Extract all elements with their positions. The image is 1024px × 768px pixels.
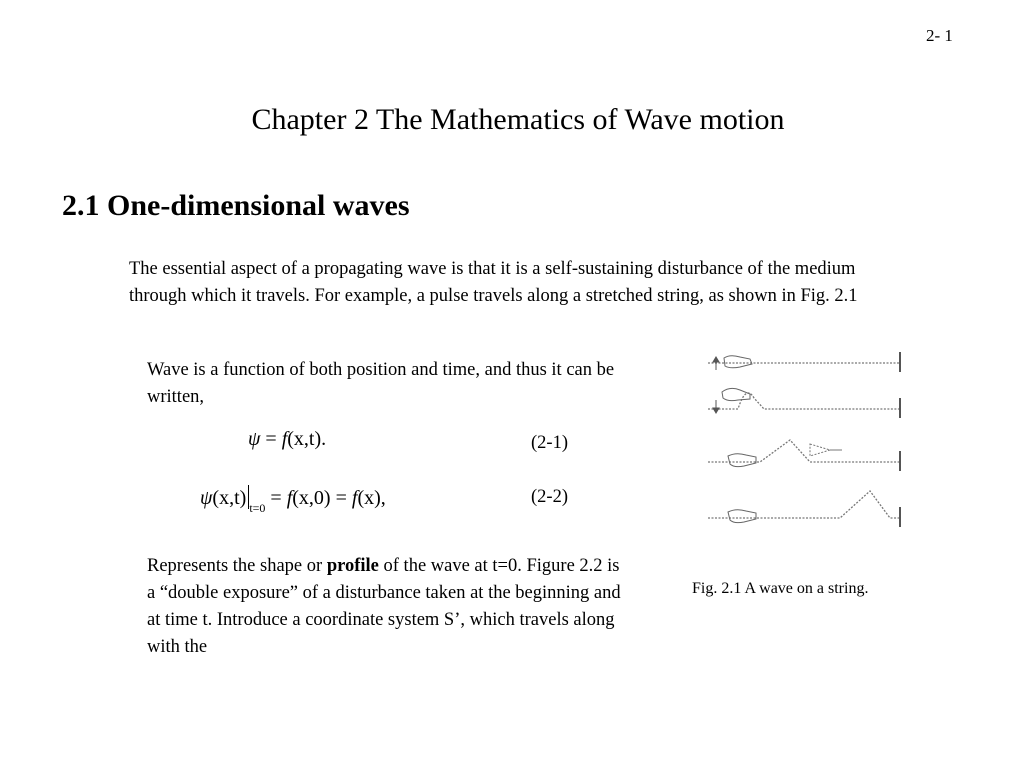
profile-paragraph	[147, 553, 622, 661]
string-frame-2	[708, 393, 900, 409]
equals-sign: =	[265, 428, 277, 450]
string-frame-3	[708, 440, 900, 462]
equation-number-2-1: (2-1)	[531, 433, 568, 453]
function-f: f	[351, 487, 358, 509]
psi-symbol: ψ	[200, 487, 213, 509]
equals-sign: =	[335, 487, 347, 509]
equation-2-2	[200, 485, 386, 516]
up-arrow-icon	[713, 357, 719, 362]
lead-paragraph: Wave is a function of both position and time, and thus it can be written,	[147, 360, 615, 407]
evaluation-subscript: t=0	[249, 501, 266, 515]
section-heading: 2.1 One-dimensional waves	[62, 189, 410, 222]
intro-paragraph: The essential aspect of a propagating wave is that it is a self-sustaining disturbance of the medium through which it travels. For example, a pulse travels along a stretched string, as shown in Fig. 2.1	[129, 259, 858, 306]
function-args: (x,t).	[287, 428, 327, 450]
hand-frame-4	[728, 510, 756, 523]
down-arrow-icon	[713, 408, 719, 413]
equals-sign: =	[270, 487, 282, 509]
function-f: f	[281, 428, 288, 450]
wave-on-string-figure	[700, 342, 912, 534]
chapter-title: Chapter 2 The Mathematics of Wave motion	[251, 103, 785, 136]
string-frame-4	[708, 491, 900, 518]
propagation-arrow-icon	[810, 444, 830, 456]
profile-term: profile	[326, 556, 379, 576]
rhs-args: (x),	[357, 487, 386, 509]
figure-caption: Fig. 2.1 A wave on a string.	[692, 580, 869, 597]
page-number: 2- 1	[926, 26, 953, 45]
hand-frame-1	[724, 356, 752, 368]
equation-2-1	[248, 428, 326, 451]
profile-text-after: of the wave at t=0. Figure 2.2 is a “double exposure” of a disturbance taken at the beginning and at time t. Introduce a coordinate system S’, which travels along with the	[147, 556, 621, 657]
hand-frame-3	[728, 454, 756, 467]
equation-number-2-2: (2-2)	[531, 487, 568, 507]
lhs-args: (x,t)	[212, 487, 247, 509]
function-f: f	[286, 487, 293, 509]
psi-symbol: ψ	[248, 428, 261, 450]
mid-args: (x,0)	[292, 487, 331, 509]
profile-text-before: Represents the shape or	[147, 556, 327, 576]
